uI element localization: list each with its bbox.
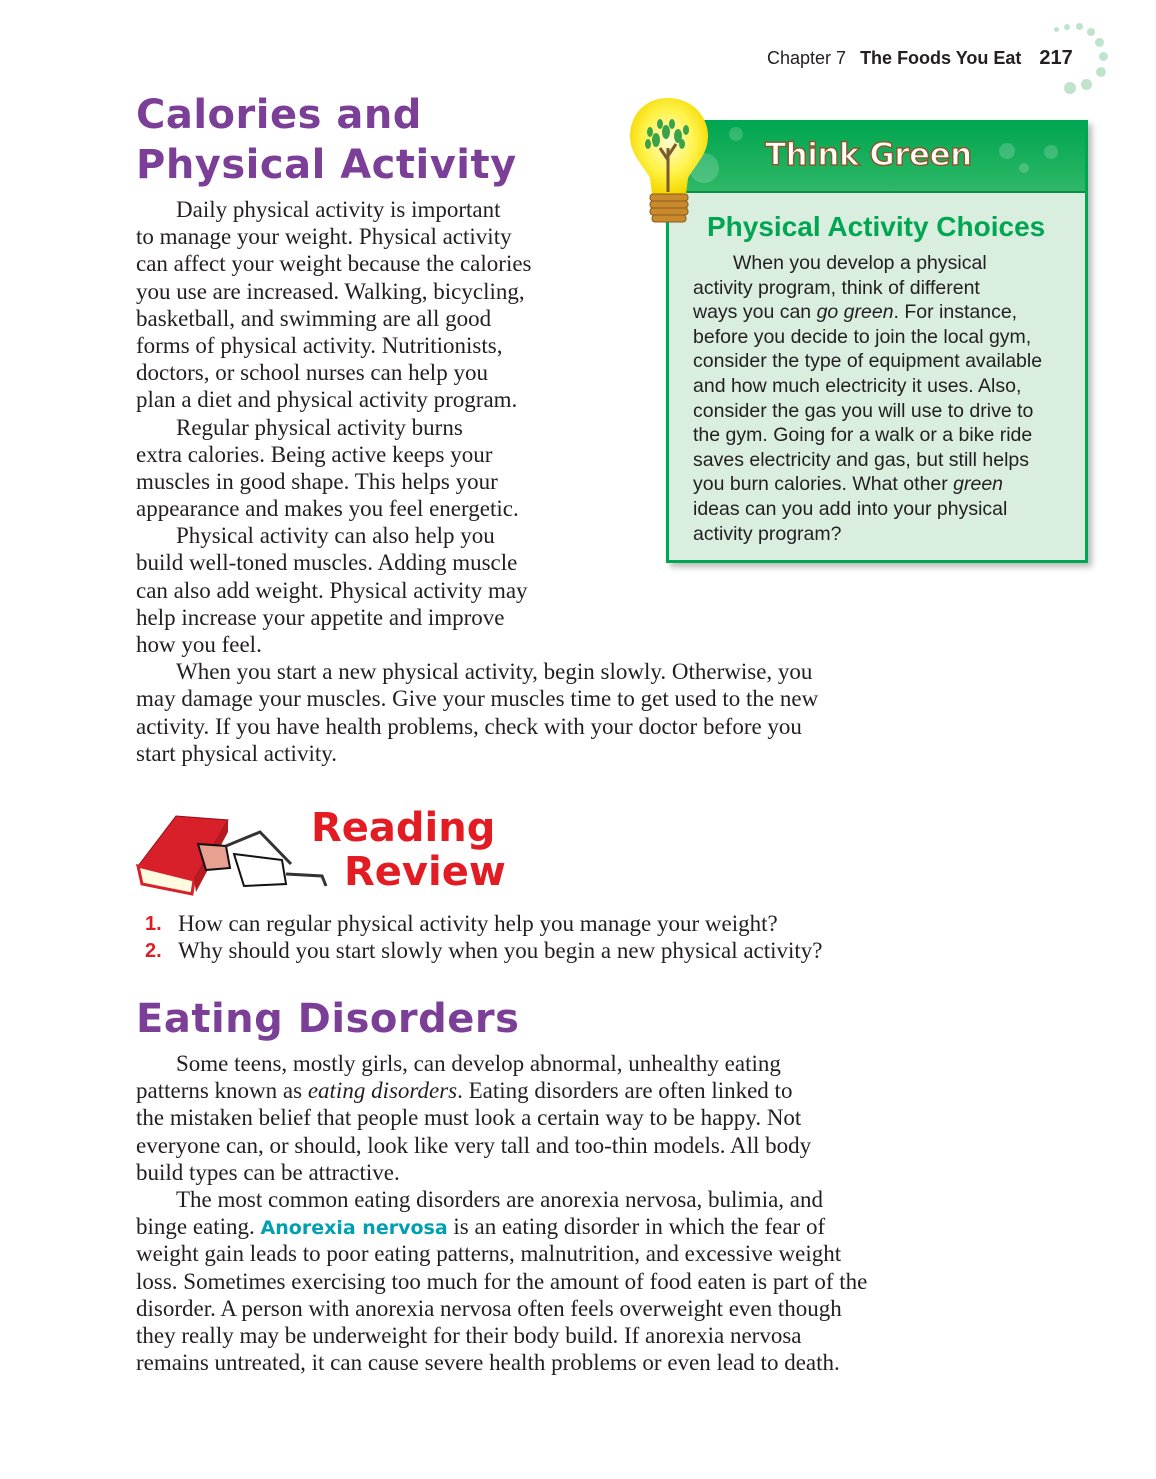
text-segment: Physical activity can also help you [176,523,495,549]
text-segment: build types can be attractive. [136,1159,400,1185]
text-line [136,1104,867,1131]
text-segment: to manage your weight. Physical activity [136,224,512,250]
text-line [693,399,1042,424]
text-segment: and how much electricity it uses. Also, [693,374,1022,397]
chapter-number: Chapter 7 [767,48,847,68]
text-segment: you use are increased. Walking, bicycling, [136,278,525,304]
text-line [136,1213,867,1240]
text-line [136,713,818,740]
text-segment: muscles in good shape. This helps your [136,468,498,494]
text-line [136,1349,867,1376]
decorative-dots [1050,20,1110,100]
text-segment: . For instance, [893,301,1018,324]
text-line [693,300,1042,325]
text-segment: everyone can, or should, look like very tall and too-thin models. All body [136,1132,812,1158]
text-line [693,374,1042,399]
text-segment: the mistaken belief that people must look a certain way to be happy. Not [136,1105,802,1131]
text-segment: may damage your muscles. Give your muscles time to get used to the new [136,686,819,712]
think-green-banner [669,123,1085,193]
text-line [693,276,1042,301]
text-line [136,1295,867,1322]
text-segment: before you decide to join the local gym, [693,325,1032,348]
text-segment: Regular physical activity burns [176,414,463,440]
text-line [136,1268,867,1295]
text-line [693,423,1042,448]
think-green-sidebar [666,120,1088,563]
text-segment: can affect your weight because the calories [136,251,532,277]
reading-review-title [311,804,506,896]
text-line [136,1050,867,1077]
text-segment: appearance and makes you feel energetic. [136,496,519,522]
text-segment: the gym. Going for a walk or a bike ride [693,424,1033,447]
text-segment: remains untreated, it can cause severe health problems or even lead to death. [136,1350,840,1376]
text-line [693,522,1042,547]
text-segment: you burn calories. What other [693,473,954,496]
text-segment: can also add weight. Physical activity may [136,577,528,603]
text-line [136,1240,867,1267]
text-segment: extra calories. Being active keeps your [136,441,493,467]
text-segment: ways you can [693,301,817,324]
italic-term: go green [816,301,894,324]
text-line [136,631,818,658]
text-segment: . Eating disorders are often linked to [457,1078,793,1104]
text-line [693,325,1042,350]
text-line [136,1132,867,1159]
text-segment: When you start a new physical activity, begin slowly. Otherwise, you [176,659,813,685]
text-line [136,685,818,712]
book-and-glasses-icon [136,814,331,896]
text-line [693,448,1042,473]
text-line [136,604,818,631]
text-segment: plan a diet and physical activity program. [136,387,518,413]
text-segment: loss. Sometimes exercising too much for the amount of food eaten is part of the [136,1268,868,1294]
text-line [693,472,1042,497]
text-line [693,497,1042,522]
text-line [136,740,818,767]
text-line [693,251,1042,276]
text-segment: saves electricity and gas, but still helps [693,448,1029,471]
text-segment: basketball, and swimming are all good [136,305,492,331]
text-line [136,1159,867,1186]
text-segment: Some teens, mostly girls, can develop abnormal, unhealthy eating [176,1051,781,1076]
italic-term: eating disorders [307,1078,458,1104]
text-segment: consider the gas you will use to drive to [693,399,1034,422]
chapter-title: The Foods You Eat [860,48,1022,68]
text-line [136,577,818,604]
text-segment: help increase your appetite and improve [136,604,505,630]
text-segment: The most common eating disorders are anorexia nervosa, bulimia, and [176,1186,823,1212]
text-segment: how you feel. [136,632,262,657]
text-segment: start physical activity. [136,740,337,766]
text-line [136,1322,867,1349]
key-term: Anorexia nervosa [260,1217,448,1240]
text-segment: When you develop a physical [733,252,987,274]
reading-label: Reading [311,805,496,851]
question-text: Why should you start slowly when you begin a new physical activity? [178,938,823,963]
lightbulb-tree-icon [626,96,712,230]
text-line [136,1186,867,1213]
text-segment: patterns known as [136,1078,308,1104]
section-title-eating-disorders: Eating Disorders [136,996,520,1042]
think-green-label: Think Green [765,137,972,173]
sidebar-text [693,251,1042,546]
page-number: 217 [1039,47,1073,69]
question-text: How can regular physical activity help you manage your weight? [178,911,778,936]
text-segment: disorder. A person with anorexia nervosa often feels overweight even though [136,1295,842,1321]
text-segment: Daily physical activity is important [176,197,501,222]
text-segment: weight gain leads to poor eating patterns, malnutrition, and excessive weight [136,1241,842,1267]
section-title-calories [136,90,517,190]
text-line [693,349,1042,374]
text-segment: binge eating. [136,1214,261,1240]
text-segment: ideas can you add into your physical [693,497,1008,520]
text-segment: is an eating disorder in which the fear of [447,1214,826,1240]
text-segment: build well-toned muscles. Adding muscle [136,550,518,576]
text-segment: activity program? [693,522,842,545]
title-line: Calories and [136,92,422,138]
text-segment: activity. If you have health problems, check with your doctor before you [136,713,802,739]
text-segment: forms of physical activity. Nutritionists, [136,332,503,358]
question-number: 2. [145,940,162,962]
section-body-eating-disorders [136,1050,867,1376]
review-label: Review [344,849,506,895]
sidebar-title: Physical Activity Choices [707,211,1046,242]
text-segment: activity program, think of different [693,276,980,299]
title-line: Physical Activity [136,142,517,188]
question-number: 1. [145,913,162,935]
text-segment: consider the type of equipment available [693,350,1043,373]
text-segment: they really may be underweight for their body build. If anorexia nervosa [136,1322,802,1348]
text-segment: doctors, or school nurses can help you [136,360,488,386]
text-line [136,658,818,685]
text-line [136,1077,867,1104]
italic-term: green [953,473,1004,496]
running-header [767,47,1073,70]
